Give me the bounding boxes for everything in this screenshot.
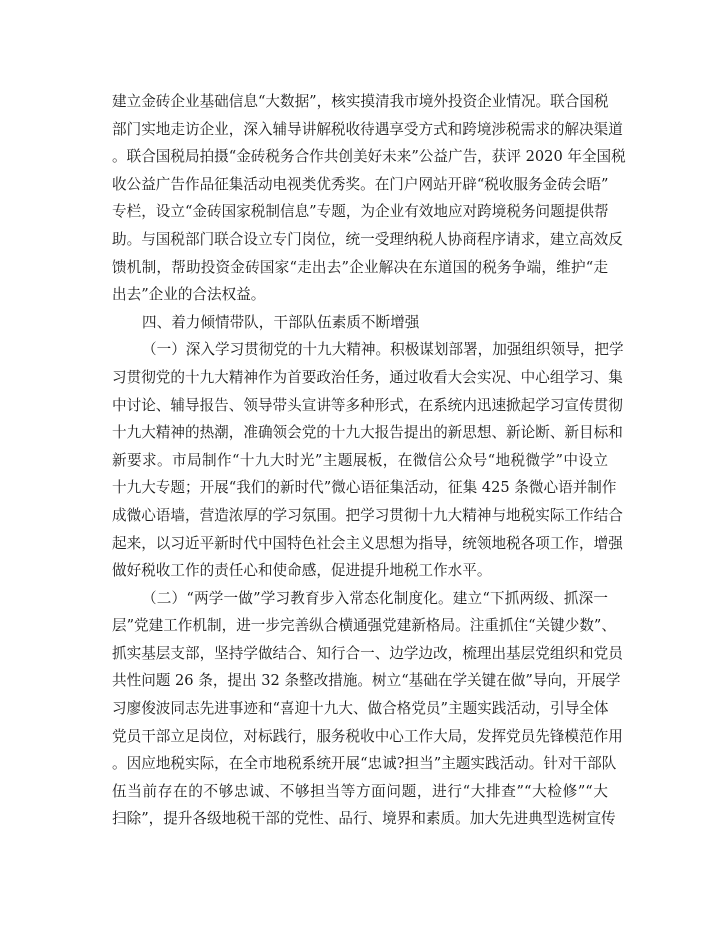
text-line: 部门实地走访企业，深入辅导讲解税收待遇享受方式和跨境涉税需求的解决渠道: [112, 120, 623, 138]
text-line: 出去”企业的合法权益。: [112, 286, 266, 304]
paragraph-study-spirit: [112, 336, 624, 584]
section-heading: 四、着力倾情带队，干部队伍素质不断增强: [142, 313, 420, 331]
text-line: 起来，以习近平新时代中国特色社会主义思想为指导，统领地税各项工作，增强: [112, 534, 623, 552]
text-line: 层”党建工作机制，进一步完善纵合横通强党建新格局。注重抓住“关键少数”、: [112, 617, 616, 635]
text-line: （二）“两学一做”学习教育步入常态化制度化。建立“下抓两级、抓深一: [142, 589, 608, 607]
paragraph-two-studies: [112, 585, 623, 833]
text-line: 共性问题 26 条，提出 32 条整改措施。树立“基础在学关键在做”导向，开展学: [112, 672, 621, 690]
text-line: 十九大精神的热潮，准确领会党的十九大报告提出的新思想、新论断、新目标和: [112, 424, 623, 442]
text-line: 成微心语墙，营造浓厚的学习氛围。把学习贯彻十九大精神与地税实际工作结合: [112, 506, 623, 524]
text-line: 建立金砖企业基础信息“大数据”，核实摸清我市境外投资企业情况。联合国税: [112, 93, 609, 110]
text-line: 新要求。市局制作“十九大时光”主题展板，在微信公众号“地税微学”中设立: [112, 451, 608, 469]
text-line: 中讨论、辅导报告、领导带头宣讲等多种形式，在系统内迅速掀起学习宣传贯彻: [112, 396, 623, 414]
text-line: 馈机制，帮助投资金砖国家“走出去”企业解决在东道国的税务争端，维护“走: [112, 258, 608, 276]
text-line: 。因应地税实际，在全市地税系统开展“忠诚?担当”主题实践活动。针对干部队: [112, 755, 617, 773]
text-line: 助。与国税部门联合设立专门岗位，统一受理纳税人协商程序请求，建立高效反: [112, 230, 623, 248]
text-line: 收公益广告作品征集活动电视类优秀奖。在门户网站开辟“税收服务金砖会晤”: [112, 175, 609, 193]
text-line: 伍当前存在的不够忠诚、不够担当等方面问题，进行“大排查”“大检修”“大: [112, 782, 608, 800]
document-body: [112, 88, 626, 833]
text-line: 。联合国税局拍摄“金砖税务合作共创美好未来”公益广告，获评 2020 年全国税: [112, 148, 626, 166]
text-line: 抓实基层支部，坚持学做结合、知行合一、边学边改，梳理出基层党组织和党员: [112, 644, 623, 662]
text-line: 党员干部立足岗位，对标践行，服务税收中心工作大局，发挥党员先锋模范作用: [112, 727, 623, 745]
paragraph-tax-cooperation: [112, 88, 626, 309]
text-line: 习贯彻党的十九大精神作为首要政治任务，通过收看大会实况、中心组学习、集: [112, 368, 623, 386]
text-line: （一）深入学习贯彻党的十九大精神。积极谋划部署，加强组织领导，把学: [142, 341, 624, 359]
text-line: 做好税收工作的责任心和使命感，促进提升地税工作水平。: [112, 562, 492, 580]
text-line: 习廖俊波同志先进事迹和“喜迎十九大、做合格党员”主题实践活动，引导全体: [112, 700, 609, 718]
text-line: 专栏，设立“金砖国家税制信息”专题，为企业有效地应对跨境税务问题提供帮: [112, 203, 609, 221]
text-line: 十九大专题；开展“我们的新时代”微心语征集活动，征集 425 条微心语并制作: [112, 479, 617, 497]
text-line: 扫除”，提升各级地税干部的党性、品行、境界和素质。加大先进典型选树宣传: [112, 810, 616, 828]
